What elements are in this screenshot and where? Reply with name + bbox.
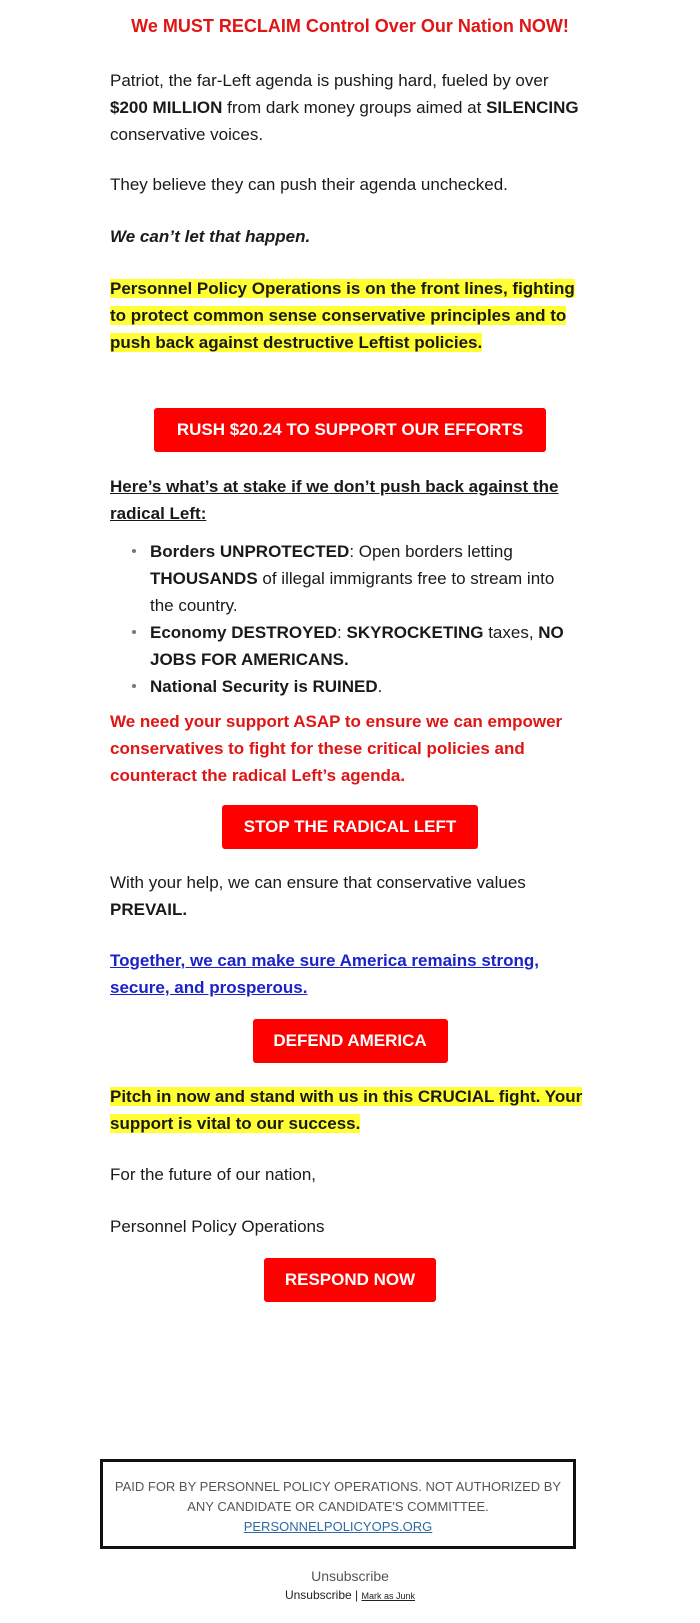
button-row-2 [0, 805, 700, 849]
defend-america-button[interactable]: DEFEND AMERICA [253, 1019, 448, 1063]
bullet-icon [132, 684, 136, 688]
bullet-icon [132, 549, 136, 553]
highlight-front-lines [110, 275, 590, 356]
disclaimer-text: PAID FOR BY PERSONNEL POLICY OPERATIONS. NOT AUTHORIZED BY ANY CANDIDATE OR CANDIDATE'S COMMITTEE. [114, 1479, 562, 1514]
stakes-heading [110, 473, 590, 527]
list-item-bold: Borders UNPROTECTED [150, 542, 350, 561]
list-item-bold: SKYROCKETING [346, 623, 484, 642]
highlight-pitch-in [110, 1083, 590, 1137]
stakes-heading-text: Here’s what’s at stake if we don’t push back against the radical Left: [110, 477, 559, 523]
stop-radical-left-button[interactable]: STOP THE RADICAL LEFT [222, 805, 478, 849]
list-item-text: of illegal immigrants free to stream into the country. [150, 569, 555, 615]
list-item-bold: Economy DESTROYED [150, 623, 338, 642]
unsubscribe-line-2 [0, 1588, 700, 1602]
button-row-3 [0, 1019, 700, 1063]
button-row-4 [0, 1258, 700, 1302]
unsubscribe-line-1 [0, 1568, 700, 1584]
paragraph-cant-let [110, 223, 590, 250]
button-row-1 [0, 408, 700, 452]
pitch-in-text: Pitch in now and stand with us in this CRUCIAL fight. Your support is vital to our success. [110, 1087, 583, 1133]
closing-text: For the future of our nation, [110, 1165, 317, 1184]
signature-paragraph [110, 1213, 590, 1240]
together-link[interactable]: Together, we can make sure America remains strong, secure, and prosperous. [110, 951, 539, 997]
separator: | [355, 1588, 359, 1602]
list-item [150, 619, 580, 673]
intro-silencing: SILENCING [486, 98, 579, 117]
unchecked-text: They believe they can push their agenda unchecked. [110, 175, 508, 194]
unsubscribe-link-2[interactable]: Unsubscribe [284, 1588, 352, 1602]
with-help-paragraph [110, 869, 590, 923]
list-item-text: : Open borders letting [349, 542, 513, 561]
list-item [150, 673, 580, 700]
list-item-text: : [337, 623, 347, 642]
red-appeal [110, 708, 590, 789]
bullet-icon [132, 630, 136, 634]
intro-text-2: from dark money groups aimed at [227, 98, 482, 117]
together-paragraph [110, 947, 590, 1001]
with-help-text: With your help, we can ensure that conservative values [110, 873, 526, 892]
intro-text-1: Patriot, the far-Left agenda is pushing hard, fueled by over [110, 71, 549, 90]
intro-money: $200 MILLION [110, 98, 223, 117]
list-item-bold: National Security is RUINED [150, 677, 378, 696]
closing-paragraph [110, 1161, 590, 1188]
intro-paragraph [110, 67, 590, 148]
stakes-list [110, 538, 580, 700]
unsubscribe-link[interactable]: Unsubscribe [311, 1568, 389, 1584]
list-item [150, 538, 580, 619]
signature-text: Personnel Policy Operations [110, 1217, 325, 1236]
prevail-text: PREVAIL. [110, 900, 188, 919]
list-item-bold: THOUSANDS [150, 569, 258, 588]
intro-text-3: conservative voices. [110, 125, 264, 144]
list-item-bold: NO JOBS FOR AMERICANS. [150, 623, 564, 669]
list-item-text: . [377, 677, 383, 696]
paragraph-unchecked [110, 171, 590, 198]
mark-as-junk-link[interactable]: Mark as Junk [361, 1591, 416, 1601]
list-item-text: taxes, [483, 623, 539, 642]
cant-let-text: We can’t let that happen. [110, 227, 311, 246]
footer-disclaimer-box [100, 1459, 576, 1549]
front-lines-text: Personnel Policy Operations is on the front lines, fighting to protect common sense conservative principles and to push back against destructive Leftist policies. [110, 279, 575, 352]
respond-now-button[interactable]: RESPOND NOW [264, 1258, 436, 1302]
headline: We MUST RECLAIM Control Over Our Nation NOW! [131, 16, 569, 36]
website-link[interactable]: PERSONNELPOLICYOPS.ORG [243, 1519, 433, 1534]
rush-donate-button[interactable]: RUSH $20.24 TO SUPPORT OUR EFFORTS [154, 408, 546, 452]
red-appeal-text: We need your support ASAP to ensure we can empower conservatives to fight for these critical policies and counteract the radical Left’s agenda. [110, 712, 563, 785]
